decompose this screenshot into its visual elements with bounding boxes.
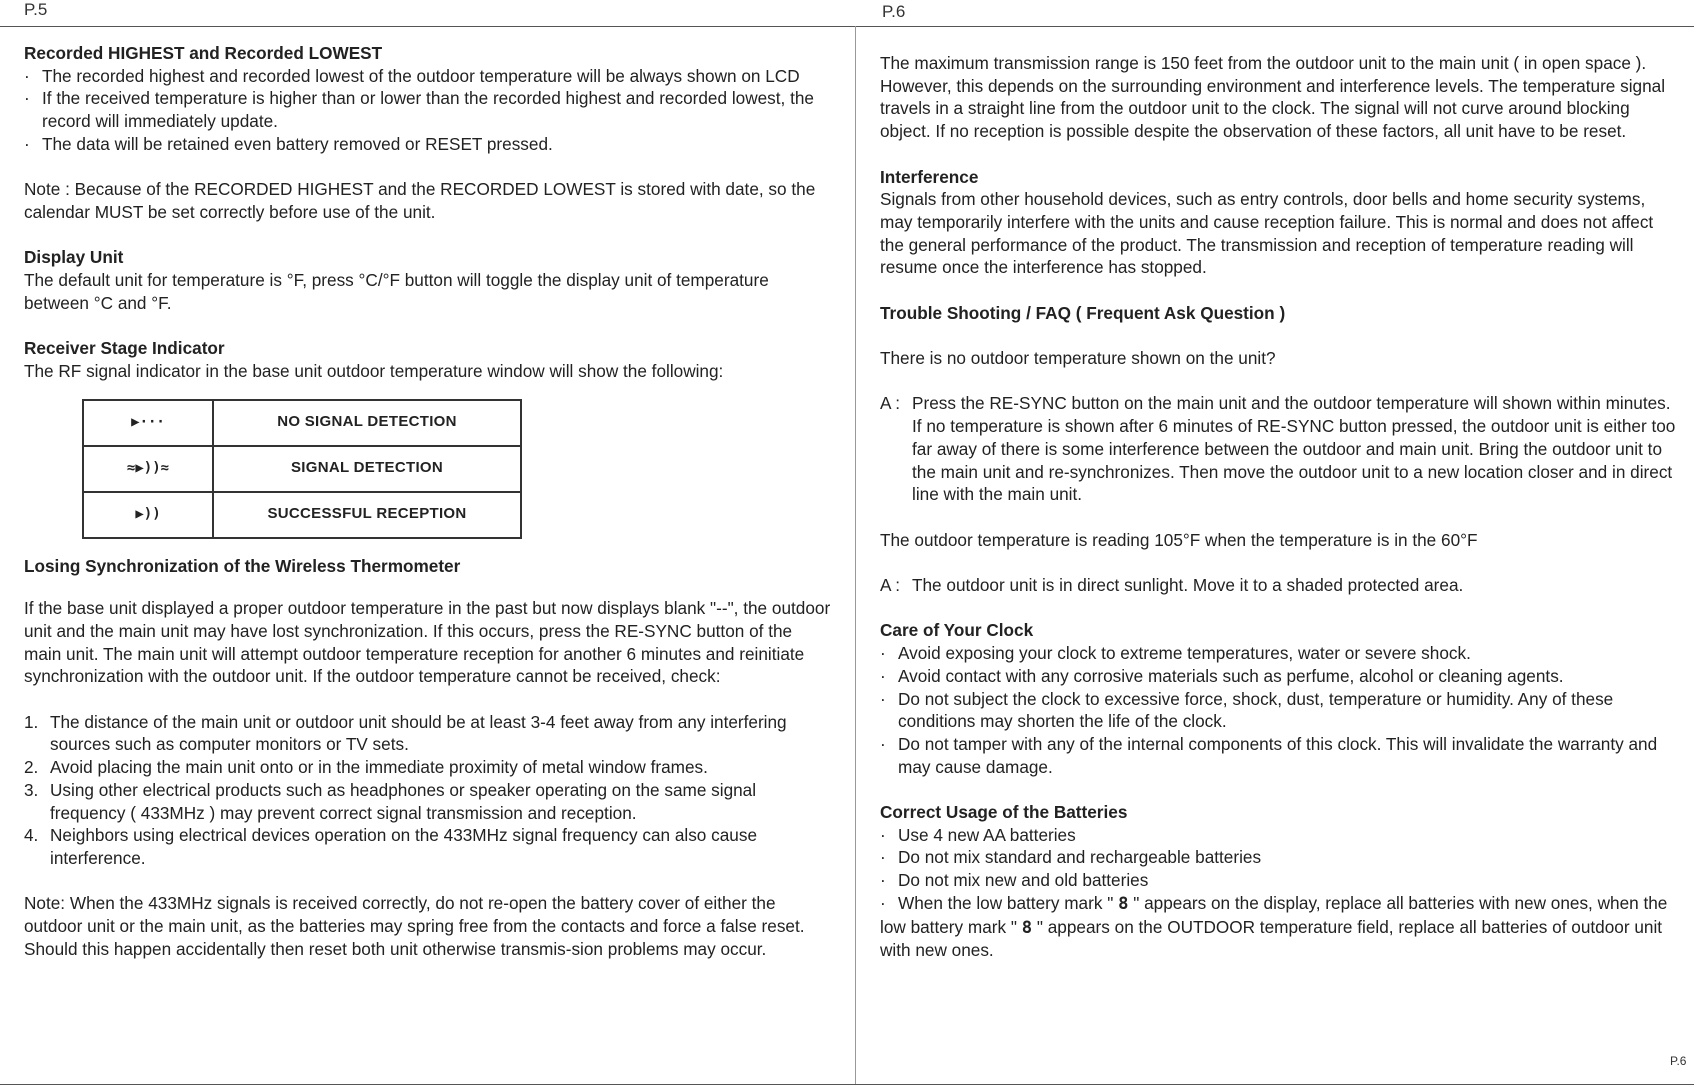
receiver-text: The RF signal indicator in the base unit outdoor temperature window will show the following: bbox=[24, 360, 724, 381]
list-item: · Avoid exposing your clock to extreme temperatures, water or severe shock. bbox=[880, 643, 1471, 664]
display-unit-text: The default unit for temperature is °F, press °C/°F button will toggle the display unit of temperature between °C and °F. bbox=[24, 270, 769, 313]
table-cell: NO SIGNAL DETECTION bbox=[213, 400, 521, 446]
no-signal-icon: ▶··· bbox=[83, 400, 213, 446]
list-item: 2. Avoid placing the main unit onto or in the immediate proximity of metal window frames. bbox=[24, 757, 708, 778]
note-batteries: Note: When the 433MHz signals is received correctly, do not re-open the battery cover of either the outdoor unit or the main unit, as the batteries may spring free from the contacts and force a false reset. Should this happen accidentally then reset both unit otherwise transmis-sion problems may occur. bbox=[24, 893, 805, 959]
low-battery-icon: 8 bbox=[1118, 893, 1129, 914]
list-item: · Use 4 new AA batteries bbox=[880, 824, 1076, 845]
list-item: · Do not tamper with any of the internal components of this clock. This will invalidate the warranty and may cause damage. bbox=[880, 733, 1658, 777]
list-item: · Do not mix new and old batteries bbox=[880, 870, 1149, 891]
losing-sync-heading: Losing Synchronization of the Wireless Thermometer bbox=[24, 555, 461, 576]
list-item: · Avoid contact with any corrosive materials such as perfume, alcohol or cleaning agents. bbox=[880, 665, 1564, 686]
list-item: · Do not mix standard and rechargeable batteries bbox=[880, 847, 1262, 868]
note-calendar: Note : Because of the RECORDED HIGHEST and the RECORDED LOWEST is stored with date, so the calendar MUST be set correctly before use of the unit. bbox=[24, 179, 816, 222]
list-item: · If the received temperature is higher than or lower than the recorded highest and recorded lowest, the record will immediately update. bbox=[24, 88, 814, 132]
successful-reception-icon: ▶)) bbox=[83, 492, 213, 538]
table-cell: SUCCESSFUL RECEPTION bbox=[213, 492, 521, 538]
range-text: The maximum transmission range is 150 feet from the outdoor unit to the main unit ( in open space ). However, this depends on the surrounding environment and interference levels. The temperature signal travels in a straight line from the outdoor unit to the clock. The signal will not curve around blocking object. If no reception is possible despite the observation of these factors, all unit have to be reset. bbox=[880, 53, 1666, 142]
page-number-left: P.5 bbox=[24, 0, 48, 19]
page-number-right: P.6 bbox=[882, 2, 906, 21]
interference-text: Signals from other household devices, such as entry controls, door bells and home security systems, may temporarily interfere with the units and cause reception failure. This is normal and does not affect the general performance of the product. The transmission and reception of temperature reading will resume once the interference has stopped. bbox=[880, 189, 1654, 278]
care-heading: Care of Your Clock bbox=[880, 620, 1034, 641]
table-cell: SIGNAL DETECTION bbox=[213, 446, 521, 492]
table-row bbox=[83, 492, 521, 538]
display-unit-heading: Display Unit bbox=[24, 247, 124, 268]
battery-heading: Correct Usage of the Batteries bbox=[880, 802, 1128, 823]
faq-answer-2: A : The outdoor unit is in direct sunlight. Move it to a shaded protected area. bbox=[880, 575, 1464, 596]
losing-sync-text: If the base unit displayed a proper outdoor temperature in the past but now displays blank "--", the outdoor unit and the main unit may have lost synchronization. If this occurs, press the RE-SYNC button of the main unit. The main unit will attempt outdoor temperature reception for another 6 minutes and reinitiate synchronization with the outdoor unit. If the outdoor temperature cannot be received, check: bbox=[24, 598, 831, 687]
faq-heading: Trouble Shooting / FAQ ( Frequent Ask Question ) bbox=[880, 302, 1286, 323]
signal-detection-icon: ≈▶))≈ bbox=[83, 446, 213, 492]
receiver-heading: Receiver Stage Indicator bbox=[24, 338, 225, 359]
bottom-rule bbox=[0, 1084, 1694, 1085]
faq-question-2: The outdoor temperature is reading 105°F when the temperature is in the 60°F bbox=[880, 529, 1478, 550]
list-item: · The recorded highest and recorded lowest of the outdoor temperature will be always shown on LCD bbox=[24, 65, 800, 86]
signal-indicator-table bbox=[82, 399, 522, 539]
page-number-footer: P.6 bbox=[1670, 1054, 1687, 1068]
interference-heading: Interference bbox=[880, 166, 979, 187]
recorded-heading: Recorded HIGHEST and Recorded LOWEST bbox=[24, 43, 383, 63]
list-item: 4. Neighbors using electrical devices operation on the 433MHz signal frequency can also cause interference. bbox=[24, 825, 758, 868]
right-column bbox=[880, 52, 1680, 962]
low-battery-icon: 8 bbox=[1021, 917, 1033, 938]
top-rule bbox=[0, 26, 1694, 27]
faq-answer-1: A : Press the RE-SYNC button on the main unit and the outdoor temperature will shown within minutes. If no temperature is shown after 6 minutes of RE-SYNC button pressed, the outdoor unit is either too far away of there is some interference between the outdoor and main unit. Bring the outdoor unit to the main unit and re-synchronizes. Then move the outdoor unit to a new location closer and in direct line with the main unit. bbox=[880, 393, 1676, 505]
list-item: 3. Using other electrical products such as headphones or speaker operating on the same signal frequency ( 433MHz ) may prevent correct signal transmission and reception. bbox=[24, 779, 757, 823]
list-item: · Do not subject the clock to excessive force, shock, dust, temperature or humidity. Any of these conditions may shorten the life of the clock. bbox=[880, 688, 1614, 732]
list-item: · When the low battery mark " 8 " appears on the display, replace all batteries with new ones, when the low battery mark " 8 " appears on the OUTDOOR temperature field, replace all batteries of outdoor unit with new ones. bbox=[880, 892, 1668, 961]
list-item: · The data will be retained even battery removed or RESET pressed. bbox=[24, 133, 553, 154]
list-item: 1. The distance of the main unit or outdoor unit should be at least 3-4 feet away from any interfering sources such as computer monitors or TV sets. bbox=[24, 711, 787, 755]
faq-question-1: There is no outdoor temperature shown on the unit? bbox=[880, 348, 1276, 369]
center-divider bbox=[855, 26, 856, 1084]
left-column bbox=[24, 42, 834, 960]
table-row bbox=[83, 446, 521, 492]
table-row bbox=[83, 400, 521, 446]
